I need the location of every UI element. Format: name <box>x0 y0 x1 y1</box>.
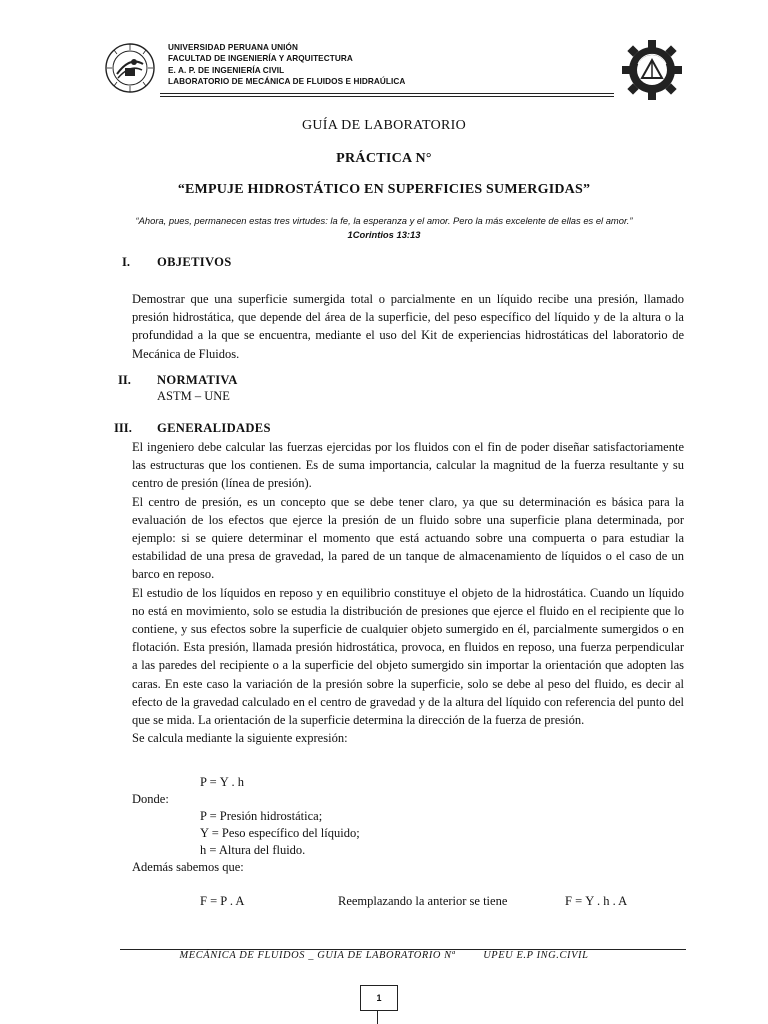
also-label: Además sabemos que: <box>132 860 244 874</box>
generalidades-body <box>132 438 684 747</box>
section-title-objetivos: OBJETIVOS <box>157 255 232 269</box>
generalidades-paragraph-4: Se calcula mediante la siguiente expresión: <box>132 731 348 746</box>
pressure-formula: P = Υ . h <box>200 775 244 789</box>
page-number: 1 <box>360 985 398 1011</box>
result-formula: F = Υ . h . A <box>565 894 628 908</box>
generalidades-paragraph-3: El estudio de los líquidos en reposo y en equilibrio constituye el objeto de la hidrostática. Cuando un líquido no está en movimiento, solo se estudia la distribución de presiones que ejerce el fluido en el recipiente que lo contiene, y sus efectos sobre la superficie de cualquier objeto sumergido en él, parcialmente sumergidos o en flotación. Esta presión, llamada presión hidrostática, provoca, en fluidos en reposo, una fuerza perpendicular a las paredes del recipiente o a la superficie del objeto sumergido sin importar la orientación que adopten las caras. En este caso la variación de la presión sobre la superficie, solo se debe al peso del fluido, es decir al efecto de la gravedad calculado en el centro de gravedad y de la altura del líquido con referencia del punto del que se mida. La orientación de la superficie determina la dirección de la fuerza de presión. <box>132 585 684 728</box>
topic-title: “EMPUJE HIDROSTÁTICO EN SUPERFICIES SUMERGIDAS” <box>177 182 591 197</box>
page-number-tick <box>377 1011 378 1024</box>
section-number-normativa: II. <box>118 373 131 387</box>
engineering-gear-logo <box>620 38 684 102</box>
institution-lines <box>168 42 405 88</box>
epigraph-quote: “Ahora, pues, permanecen estas tres virtudes: la fe, la esperanza y el amor. Pero la más excelente de ellas es el amor.” <box>135 215 633 226</box>
section-title-normativa: NORMATIVA <box>157 373 238 387</box>
section-title-generalidades: GENERALIDADES <box>157 421 271 435</box>
header-line-school: E. A. P. DE INGENIERÍA CIVIL <box>168 65 285 75</box>
document-header <box>100 38 688 94</box>
where-label: Donde: <box>132 792 169 806</box>
objectives-paragraph <box>132 290 684 363</box>
section-number-objetivos: I. <box>122 255 131 269</box>
definition-specific-weight: Υ = Peso específico del líquido; <box>200 826 360 840</box>
university-seal-logo <box>104 42 156 94</box>
header-line-laboratory: LABORATORIO DE MECÁNICA DE FLUIDOS E HIDRAÚLICA <box>168 77 406 87</box>
generalidades-paragraph-1: El ingeniero debe calcular las fuerzas ejercidas por los fluidos con el fin de poder diseñar satisfactoriamente las estructuras que los contienen. Es de suma importancia, calcular la magnitud de la fuerza resultante y su centro de presión (línea de presión). <box>132 440 684 491</box>
practice-title: PRÁCTICA N° <box>336 151 432 166</box>
normativa-standard: ASTM – UNE <box>157 389 230 403</box>
objectives-text: Demostrar que una superficie sumergida total o parcialmente en un líquido recibe una presión, llamado presión hidrostática, que depende del área de la superficie, del peso específico del líquido y de la altura o la profundidad a la que se encuentra, mediante el uso del Kit de experiencias hidrostáticas del laboratorio de Mecánica de Fluidos. <box>132 292 684 361</box>
footer-school: UPEU E.P ING.CIVIL <box>483 950 589 961</box>
header-line-faculty: FACULTAD DE INGENIERÍA Y ARQUITECTURA <box>168 54 353 64</box>
replace-text: Reemplazando la anterior se tiene <box>338 894 508 908</box>
header-line-university: UNIVERSIDAD PERUANA UNIÓN <box>168 43 299 52</box>
definition-pressure: P = Presión hidrostática; <box>200 809 323 823</box>
header-divider <box>160 93 614 94</box>
footer-course: MECÁNICA DE FLUIDOS _ GUIA DE LABORATORIO Nª <box>179 950 456 961</box>
section-number-generalidades: III. <box>114 421 132 435</box>
force-formula: F = P . A <box>200 894 245 908</box>
guide-title: GUÍA DE LABORATORIO <box>301 118 467 133</box>
definition-height: h = Altura del fluido. <box>200 843 306 857</box>
header-divider-second <box>160 96 614 97</box>
generalidades-paragraph-2: El centro de presión, es un concepto que se debe tener claro, ya que su determinación es básica para la evaluación de los efectos que ejerce la presión de un fluido sobre una superficie plana determinada, por ejemplo: si se quiere determinar el momento que está actuando sobre una compuerta o para estudiar la estabilidad de una presa de gravedad, la pared de un tanque de almacenamiento de líquidos o el caso de un barco en reposo. <box>132 494 684 582</box>
footer-line <box>0 950 768 961</box>
epigraph-reference: 1Corintios 13:13 <box>347 229 421 240</box>
